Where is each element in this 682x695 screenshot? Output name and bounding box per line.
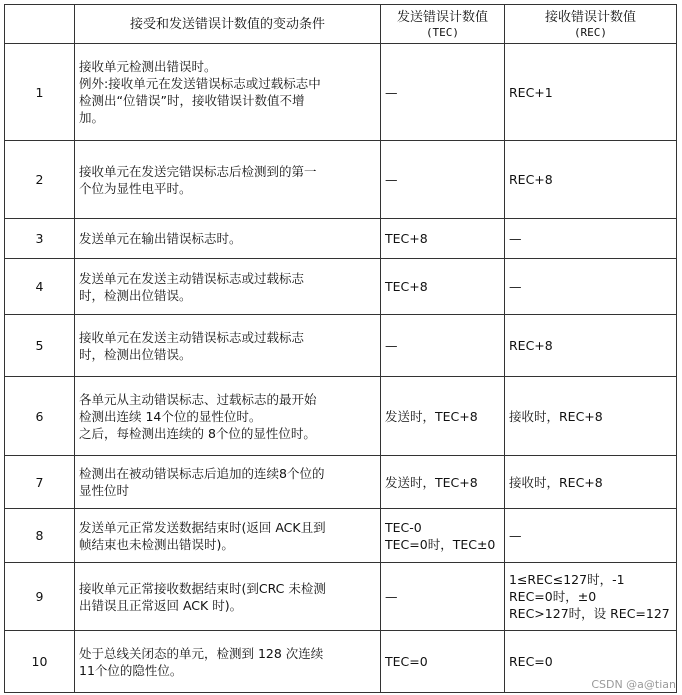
row-number: 4 xyxy=(5,259,75,315)
condition-cell-line: 帧结束也未检测出错误时)。 xyxy=(79,536,234,552)
condition-cell-line: 发送单元在发送主动错误标志或过载标志 xyxy=(79,270,305,286)
condition-cell-line: 时，检测出位错误。 xyxy=(79,287,192,303)
rec-cell-line: REC>127时，设 REC=127 xyxy=(509,606,670,621)
table-row xyxy=(5,141,677,219)
row-number: 5 xyxy=(5,315,75,377)
condition-cell xyxy=(75,315,381,377)
condition-cell-line: 时，检测出位错误。 xyxy=(79,346,192,362)
condition-cell-line: 各单元从主动错误标志、过载标志的最开始 xyxy=(79,391,317,407)
tec-cell xyxy=(381,509,505,563)
rec-cell-line: REC+8 xyxy=(509,338,553,353)
condition-cell-line: 个位为显性电平时。 xyxy=(79,180,192,196)
tec-cell xyxy=(381,456,505,509)
header-row xyxy=(5,5,677,44)
tec-cell xyxy=(381,141,505,219)
condition-cell-line: 出错误且正常返回 ACK 时)。 xyxy=(79,597,243,613)
table-row xyxy=(5,631,677,693)
tec-cell xyxy=(381,219,505,259)
tec-cell-line: — xyxy=(385,172,398,187)
condition-cell xyxy=(75,219,381,259)
condition-cell-line: 接收单元在发送主动错误标志或过载标志 xyxy=(79,329,305,345)
condition-cell xyxy=(75,377,381,456)
header-tec-abbr: (TEC) xyxy=(425,25,460,39)
header-rec-abbr: (REC) xyxy=(573,25,608,39)
rec-cell-line: REC+8 xyxy=(509,172,553,187)
condition-cell-line: 检测出“位错误”时，接收错误计数值不增 xyxy=(79,93,305,108)
table-row xyxy=(5,509,677,563)
rec-cell xyxy=(505,377,677,456)
table-row xyxy=(5,219,677,259)
condition-cell xyxy=(75,509,381,563)
row-number: 10 xyxy=(5,631,75,693)
table-row xyxy=(5,259,677,315)
rec-cell-line: 1≤REC≤127时，-1 xyxy=(509,572,625,587)
condition-cell-line: 11个位的隐性位。 xyxy=(79,662,183,678)
tec-cell-line: TEC=0 xyxy=(385,654,428,669)
row-number: 9 xyxy=(5,563,75,631)
header-rec xyxy=(505,5,677,44)
condition-cell xyxy=(75,631,381,693)
rec-cell-line: REC+1 xyxy=(509,84,553,100)
tec-cell-line: 发送时，TEC+8 xyxy=(385,408,478,424)
rec-cell-line: REC=0 xyxy=(509,654,553,669)
tec-cell xyxy=(381,315,505,377)
tec-cell-line: TEC-0 xyxy=(385,519,422,535)
table-row xyxy=(5,456,677,509)
row-number: 3 xyxy=(5,219,75,259)
tec-cell xyxy=(381,259,505,315)
condition-cell-line: 处于总线关闭态的单元，检测到 128 次连续 xyxy=(79,645,324,661)
rec-cell xyxy=(505,44,677,141)
condition-cell xyxy=(75,563,381,631)
table-row xyxy=(5,377,677,456)
rec-cell-line: — xyxy=(509,528,522,543)
condition-cell-line: 之后，每检测出连续的 8个位的显性位时。 xyxy=(79,425,316,441)
rec-cell-line: 接收时，REC+8 xyxy=(509,408,603,424)
rec-cell-line: — xyxy=(509,279,522,294)
row-number: 7 xyxy=(5,456,75,509)
condition-cell-line: 发送单元正常发送数据结束时(返回 ACK且到 xyxy=(79,519,326,535)
row-number: 8 xyxy=(5,509,75,563)
table-row xyxy=(5,315,677,377)
header-condition-label: 接受和发送错误计数值的变动条件 xyxy=(129,16,325,32)
header-no xyxy=(5,5,75,44)
tec-cell xyxy=(381,631,505,693)
tec-cell-line: — xyxy=(385,84,398,100)
tec-cell xyxy=(381,563,505,631)
condition-cell-line: 检测出在被动错误标志后追加的连续8个位的 xyxy=(79,466,325,481)
rec-cell xyxy=(505,563,677,631)
row-number: 1 xyxy=(5,44,75,141)
condition-cell-line: 接收单元在发送完错误标志后检测到的第一 xyxy=(79,163,317,179)
tec-cell-line: TEC+8 xyxy=(385,279,428,294)
condition-cell-line: 接收单元检测出错误时。 xyxy=(79,59,217,74)
table-row xyxy=(5,563,677,631)
header-rec-label: 接收错误计数值 xyxy=(544,9,636,25)
rec-cell-line: — xyxy=(509,231,522,246)
condition-cell xyxy=(75,44,381,141)
rec-cell xyxy=(505,509,677,563)
tec-cell xyxy=(381,44,505,141)
condition-cell-line: 显性位时 xyxy=(79,483,130,498)
header-tec-label: 发送错误计数值 xyxy=(396,9,488,25)
row-number: 6 xyxy=(5,377,75,456)
tec-cell-line: — xyxy=(385,338,398,353)
error-counter-table xyxy=(4,4,677,693)
condition-cell xyxy=(75,456,381,509)
table-row xyxy=(5,44,677,141)
condition-cell-line: 发送单元在输出错误标志时。 xyxy=(79,231,242,246)
row-number: 2 xyxy=(5,141,75,219)
rec-cell xyxy=(505,259,677,315)
condition-cell xyxy=(75,141,381,219)
condition-cell-line: 检测出连续 14个位的显性位时。 xyxy=(79,408,262,424)
rec-cell xyxy=(505,141,677,219)
watermark: CSDN @a@tian xyxy=(591,678,676,691)
tec-cell-line: TEC=0时，TEC±0 xyxy=(385,536,496,552)
rec-cell xyxy=(505,219,677,259)
tec-cell xyxy=(381,377,505,456)
rec-cell xyxy=(505,315,677,377)
condition-cell xyxy=(75,259,381,315)
tec-cell-line: TEC+8 xyxy=(385,231,428,246)
rec-cell xyxy=(505,456,677,509)
condition-cell-line: 加。 xyxy=(79,110,105,125)
header-tec xyxy=(381,5,505,44)
rec-cell-line: REC=0时，±0 xyxy=(509,589,597,604)
rec-cell-line: 接收时，REC+8 xyxy=(509,474,603,490)
tec-cell-line: 发送时，TEC+8 xyxy=(385,474,478,490)
header-condition xyxy=(75,5,381,44)
condition-cell-line: 例外:接收单元在发送错误标志或过载标志中 xyxy=(79,76,321,91)
tec-cell-line: — xyxy=(385,589,398,604)
condition-cell-line: 接收单元正常接收数据结束时(到CRC 未检测 xyxy=(79,580,326,596)
